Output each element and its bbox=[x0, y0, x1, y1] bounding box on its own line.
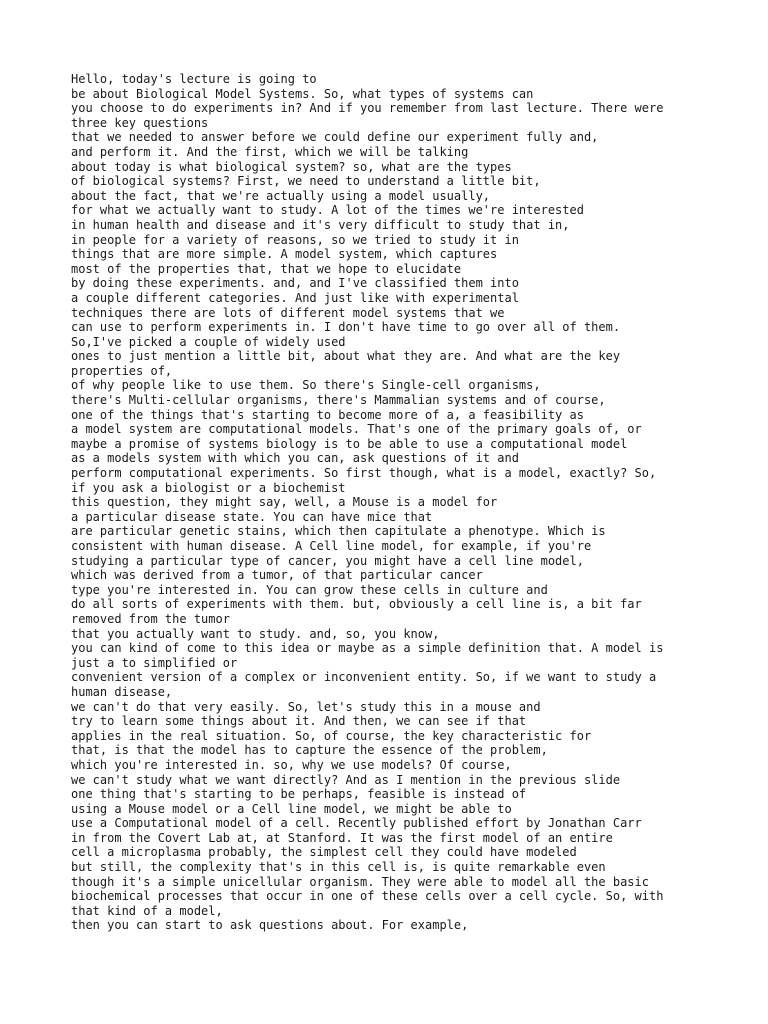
transcript-line: that, is that the model has to capture the essence of the problem, bbox=[71, 743, 548, 758]
transcript-line: that we needed to answer before we could define our experiment fully and, bbox=[71, 130, 599, 145]
transcript-line: as a models system with which you can, ask questions of it and bbox=[71, 451, 519, 466]
transcript-line: maybe a promise of systems biology is to be able to use a computational model bbox=[71, 436, 628, 451]
transcript-line: which was derived from a tumor, of that particular cancer bbox=[71, 568, 483, 583]
transcript-line: a particular disease state. You can have mice that bbox=[71, 509, 433, 524]
transcript-line: about the fact, that we're actually using a model usually, bbox=[71, 188, 491, 203]
transcript-line: for what we actually want to study. A lot of the times we're interested bbox=[71, 203, 584, 218]
transcript-line: can use to perform experiments in. I don't have time to go over all of them. bbox=[71, 320, 621, 335]
transcript-line: in from the Covert Lab at, at Stanford. It was the first model of an entire bbox=[71, 830, 613, 845]
transcript-line: properties of, bbox=[71, 363, 173, 378]
transcript-line: convenient version of a complex or inconvenient entity. So, if we want to study a bbox=[71, 670, 657, 685]
transcript-line: we can't study what we want directly? And as I mention in the previous slide bbox=[71, 772, 621, 787]
transcript-line: you choose to do experiments in? And if you remember from last lecture. There were bbox=[71, 101, 664, 116]
transcript-line: biochemical processes that occur in one of these cells over a cell cycle. So, with bbox=[71, 889, 664, 904]
transcript-text-block bbox=[71, 72, 711, 933]
transcript-line: but still, the complexity that's in this cell is, is quite remarkable even bbox=[71, 860, 606, 875]
transcript-line: a couple different categories. And just like with experimental bbox=[71, 290, 519, 305]
transcript-line: studying a particular type of cancer, you might have a cell line model, bbox=[71, 553, 584, 568]
transcript-line: try to learn some things about it. And then, we can see if that bbox=[71, 714, 527, 729]
transcript-line: human disease, bbox=[71, 684, 173, 699]
transcript-line: and perform it. And the first, which we will be talking bbox=[71, 144, 469, 159]
transcript-line: do all sorts of experiments with them. but, obviously a cell line is, a bit far bbox=[71, 597, 642, 612]
transcript-line: though it's a simple unicellular organism. They were able to model all the basic bbox=[71, 874, 649, 889]
transcript-line: that you actually want to study. and, so, you know, bbox=[71, 626, 440, 641]
transcript-line: be about Biological Model Systems. So, what types of systems can bbox=[71, 86, 534, 101]
transcript-line: in human health and disease and it's very difficult to study that in, bbox=[71, 217, 570, 232]
transcript-line: this question, they might say, well, a Mouse is a model for bbox=[71, 495, 498, 510]
transcript-line: type you're interested in. You can grow these cells in culture and bbox=[71, 582, 548, 597]
transcript-line: So,I've picked a couple of widely used bbox=[71, 334, 346, 349]
transcript-line: of why people like to use them. So there's Single-cell organisms, bbox=[71, 378, 541, 393]
transcript-line: most of the properties that, that we hope to elucidate bbox=[71, 261, 462, 276]
transcript-line: removed from the tumor bbox=[71, 611, 230, 626]
transcript-line: one thing that's starting to be perhaps, feasible is instead of bbox=[71, 787, 527, 802]
transcript-line: using a Mouse model or a Cell line model, we might be able to bbox=[71, 801, 512, 816]
transcript-line: perform computational experiments. So first though, what is a model, exactly? So, bbox=[71, 466, 657, 481]
transcript-line: you can kind of come to this idea or maybe as a simple definition that. A model is bbox=[71, 641, 664, 656]
transcript-line: about today is what biological system? so, what are the types bbox=[71, 159, 512, 174]
transcript-line: applies in the real situation. So, of course, the key characteristic for bbox=[71, 728, 592, 743]
transcript-line: then you can start to ask questions about. For example, bbox=[71, 918, 469, 933]
transcript-line: by doing these experiments. and, and I've classified them into bbox=[71, 276, 519, 291]
transcript-line: techniques there are lots of different model systems that we bbox=[71, 305, 505, 320]
transcript-line: use a Computational model of a cell. Recently published effort by Jonathan Carr bbox=[71, 816, 642, 831]
transcript-line: are particular genetic stains, which then capitulate a phenotype. Which is bbox=[71, 524, 606, 539]
transcript-line: in people for a variety of reasons, so we tried to study it in bbox=[71, 232, 519, 247]
transcript-line: we can't do that very easily. So, let's study this in a mouse and bbox=[71, 699, 541, 714]
transcript-line: cell a microplasma probably, the simplest cell they could have modeled bbox=[71, 845, 577, 860]
transcript-line: there's Multi-cellular organisms, there's Mammalian systems and of course, bbox=[71, 393, 606, 408]
transcript-line: that kind of a model, bbox=[71, 903, 223, 918]
transcript-line: just a to simplified or bbox=[71, 655, 238, 670]
transcript-line: of biological systems? First, we need to understand a little bit, bbox=[71, 174, 541, 189]
transcript-line: Hello, today's lecture is going to bbox=[71, 72, 317, 86]
transcript-line: which you're interested in. so, why we use models? Of course, bbox=[71, 757, 512, 772]
transcript-line: consistent with human disease. A Cell line model, for example, if you're bbox=[71, 539, 592, 553]
transcript-line: ones to just mention a little bit, about what they are. And what are the key bbox=[71, 349, 621, 364]
transcript-line: a model system are computational models. That's one of the primary goals of, or bbox=[71, 422, 642, 437]
transcript-line: things that are more simple. A model system, which captures bbox=[71, 247, 498, 262]
transcript-line: one of the things that's starting to become more of a, a feasibility as bbox=[71, 407, 584, 422]
transcript-line: if you ask a biologist or a biochemist bbox=[71, 480, 346, 495]
transcript-line: three key questions bbox=[71, 115, 209, 130]
